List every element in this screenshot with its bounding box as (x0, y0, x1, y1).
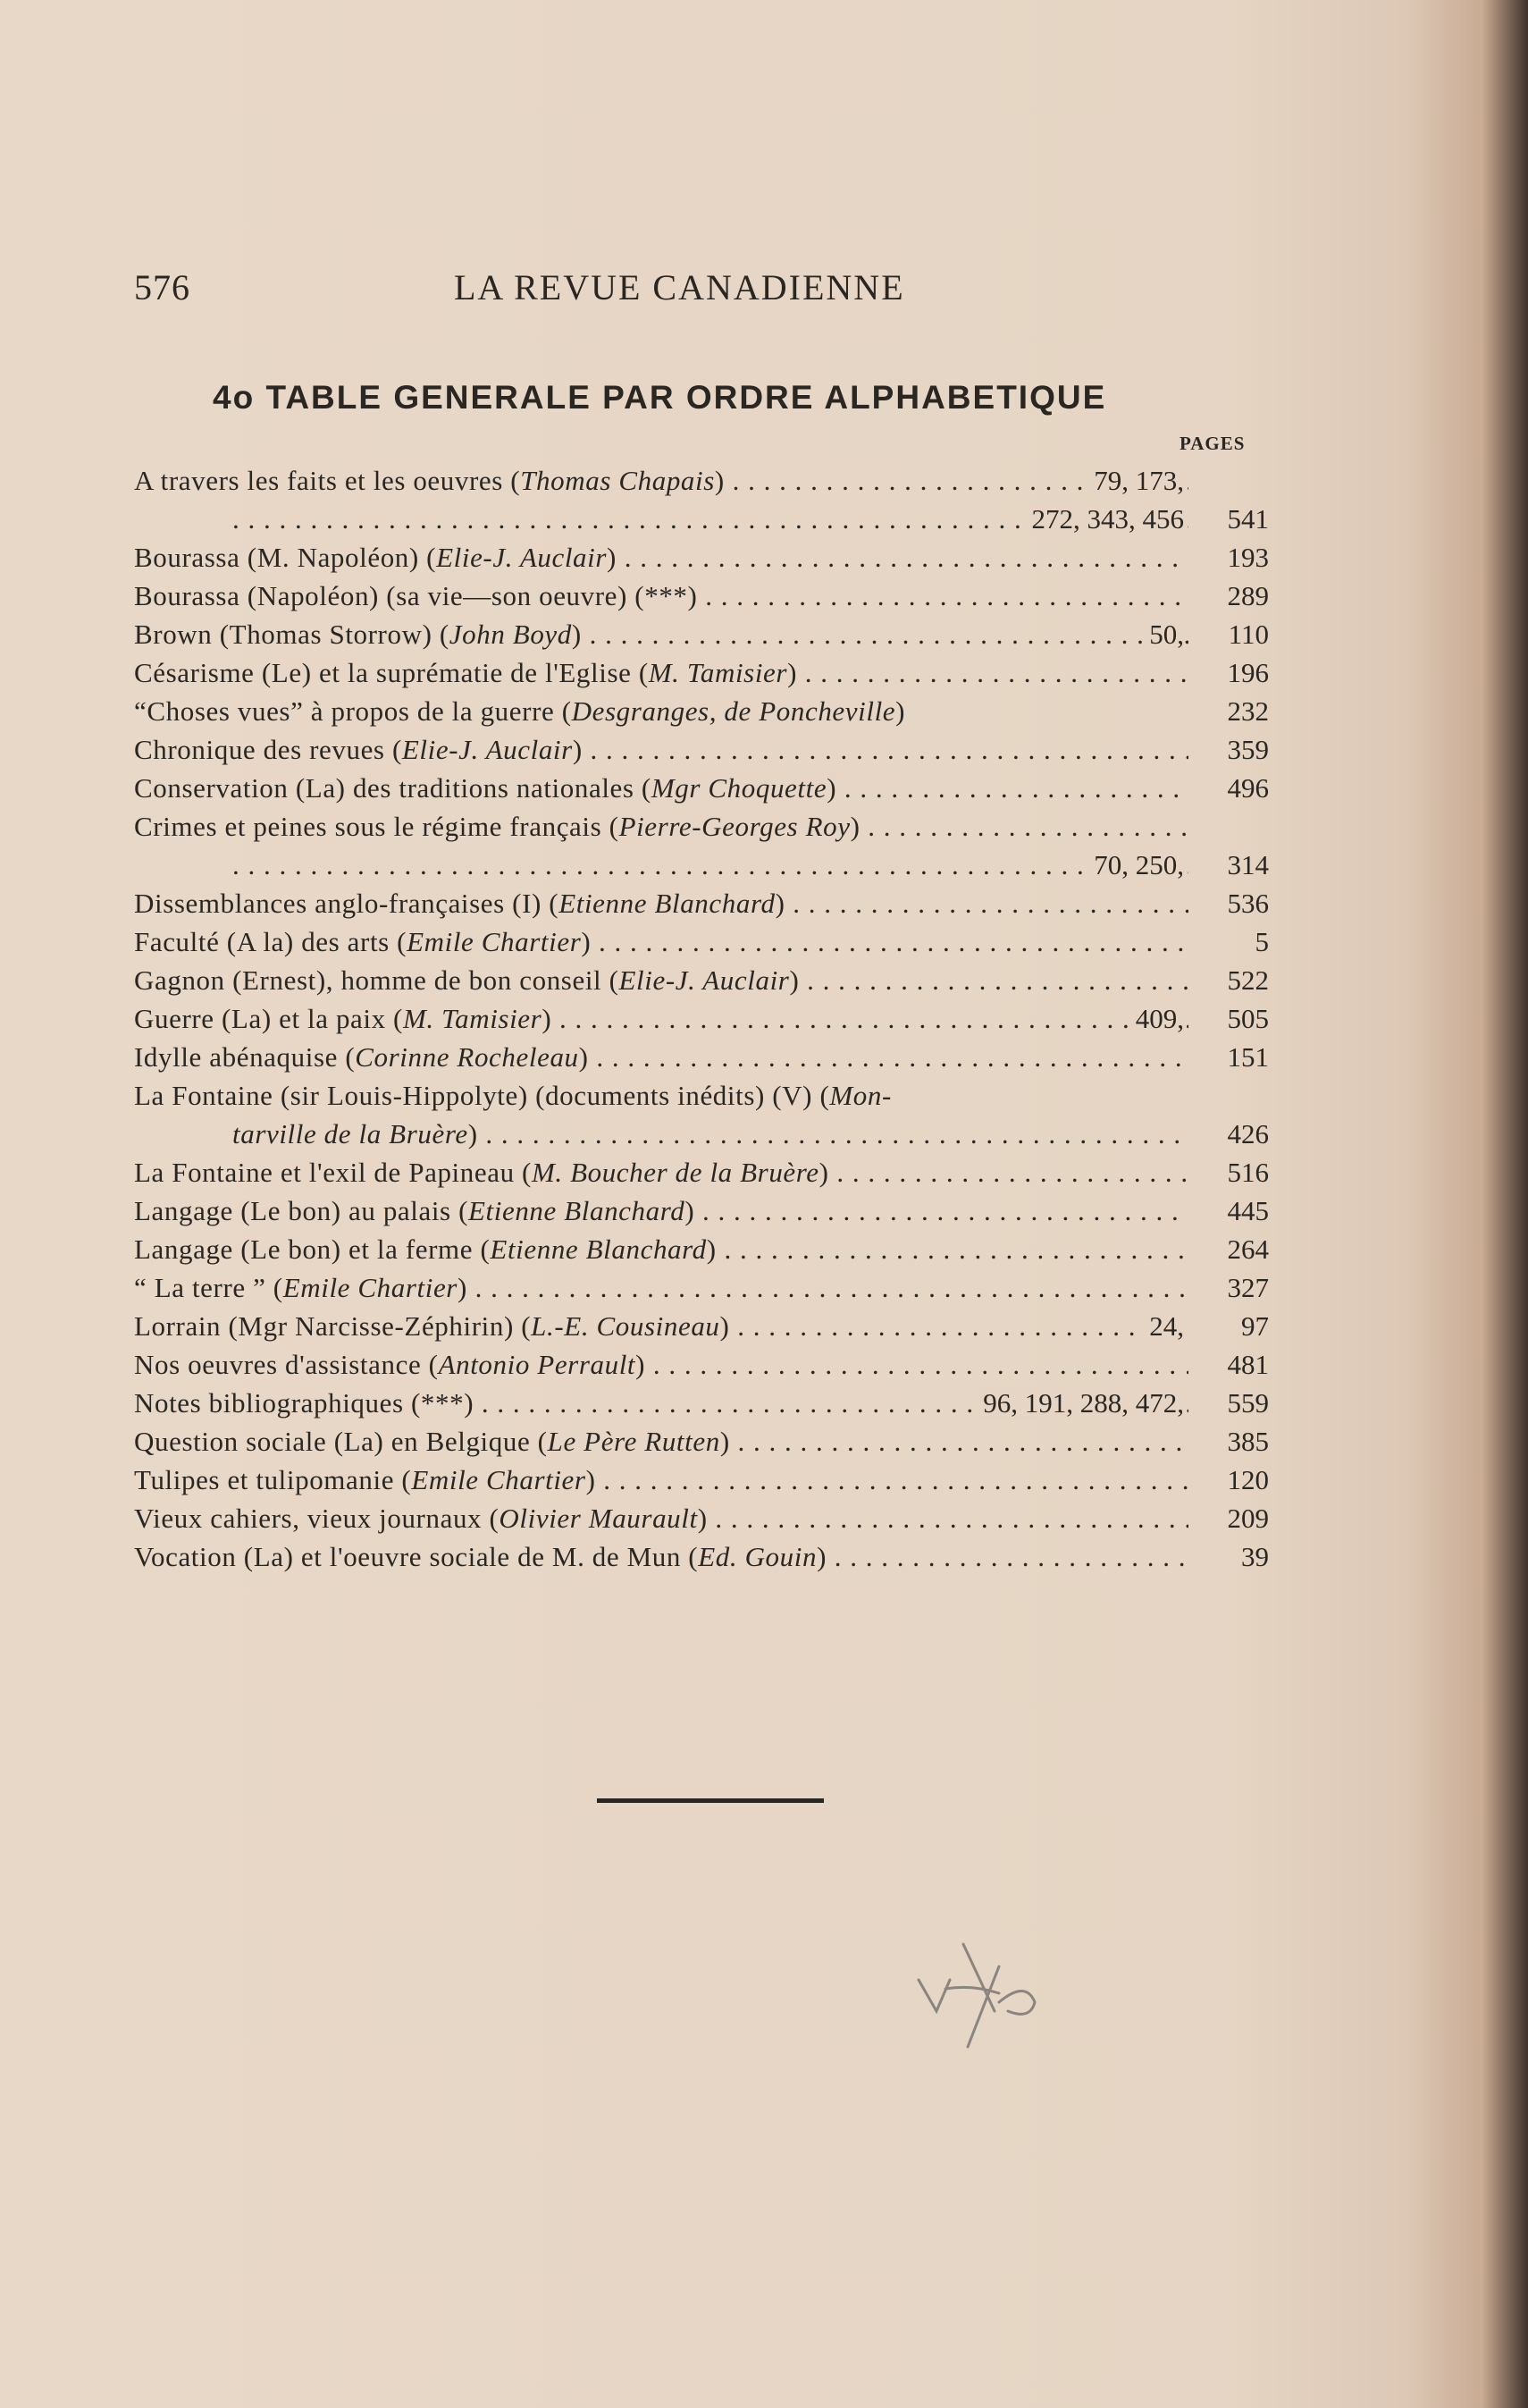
entry-subject: Chronique des revues ( (134, 734, 402, 765)
entry-author: M. Boucher de la Bruère (531, 1157, 819, 1188)
entry-author: Etienne Blanchard (490, 1233, 707, 1265)
entry-author: tarville de la Bruère (232, 1118, 468, 1149)
entry-page-number: 327 (1227, 1272, 1269, 1303)
index-entry (134, 849, 1269, 888)
entry-subject: Faculté (A la) des arts ( (134, 926, 407, 957)
entry-author: Le Père Rutten (547, 1426, 720, 1457)
entry-author: Elie-J. Auclair (618, 964, 790, 996)
entry-subject: A travers les faits et les oeuvres ( (134, 465, 521, 496)
entry-author: Mon- (829, 1080, 892, 1111)
entry-close: ) (697, 1503, 708, 1534)
entry-close: ) (819, 1157, 829, 1188)
entry-title (134, 695, 1188, 728)
entry-close: ) (581, 926, 592, 957)
entry-subject: Guerre (La) et la paix ( (134, 1003, 403, 1034)
entry-subject: “ La terre ” ( (134, 1272, 283, 1303)
entry-page-number: 151 (1227, 1041, 1269, 1073)
entry-title (134, 1080, 1188, 1112)
index-entry (134, 542, 1269, 580)
entry-author: L.-E. Cousineau (531, 1310, 720, 1342)
entry-title (134, 1310, 1188, 1343)
index-entry (134, 1349, 1269, 1387)
entry-title (134, 1003, 1188, 1035)
entry-title (134, 1195, 1188, 1227)
entry-page-number: 445 (1227, 1195, 1269, 1226)
entry-subject: Tulipes et tulipomanie ( (134, 1464, 412, 1495)
entry-subject: Nos oeuvres d'assistance ( (134, 1349, 439, 1380)
entry-page-number: 110 (1228, 619, 1269, 650)
entry-author: Emile Chartier (407, 926, 582, 957)
entry-title (134, 734, 1188, 766)
entry-close: ) (714, 465, 725, 496)
page-number: 576 (134, 267, 190, 307)
entry-extra-pages: 272, 343, 456 (1028, 503, 1185, 535)
entry-title (134, 1464, 1188, 1496)
entry-title (134, 1426, 1188, 1458)
entry-author: John Boyd (449, 619, 572, 650)
entry-subject: Lorrain (Mgr Narcisse-Zéphirin) ( (134, 1310, 532, 1342)
entry-subject: “Choses vues” à propos de la guerre ( (134, 695, 572, 727)
index-entry (134, 1464, 1269, 1503)
index-entry (134, 811, 1269, 849)
index-entry (134, 1003, 1269, 1041)
entry-title (134, 1349, 1188, 1381)
entry-close: ) (787, 657, 798, 688)
entry-subject: Langage (Le bon) au palais ( (134, 1195, 468, 1226)
pages-column-label: PAGES (1180, 433, 1246, 454)
index-entry (134, 1272, 1269, 1310)
entry-author: Desgranges, de Poncheville (571, 695, 896, 727)
entry-author: Emile Chartier (282, 1272, 458, 1303)
entry-page-number: 522 (1227, 964, 1269, 996)
entry-page-number: 97 (1241, 1310, 1269, 1342)
closing-rule (597, 1798, 824, 1803)
entry-author: Emile Chartier (411, 1464, 586, 1495)
entry-close: ) (706, 1233, 717, 1265)
entry-close: ) (789, 964, 800, 996)
entry-title (134, 811, 1188, 843)
entry-subject: La Fontaine et l'exil de Papineau ( (134, 1157, 532, 1188)
entry-extra-pages: 79, 173, (1090, 465, 1184, 497)
index-entry (134, 1426, 1269, 1464)
index-entry (134, 1195, 1269, 1233)
entry-author: M. Tamisier (648, 657, 788, 688)
entry-author: Mgr Choquette (651, 772, 827, 804)
index-entry (134, 1233, 1269, 1272)
entry-close: ) (578, 1041, 589, 1073)
entry-close: ) (457, 1272, 467, 1303)
entry-title (134, 657, 1188, 689)
index-entry (134, 1080, 1269, 1118)
entry-title (134, 465, 1188, 497)
entry-title (134, 1503, 1188, 1535)
entry-subject: Bourassa (Napoléon) (sa vie—son oeuvre) (***) (134, 580, 698, 611)
entry-extra-pages: 24, (1146, 1310, 1184, 1343)
index-entry (134, 1541, 1269, 1579)
entry-subject: Gagnon (Ernest), homme de bon conseil ( (134, 964, 619, 996)
index-entry (134, 734, 1269, 772)
entry-page-number: 39 (1241, 1541, 1269, 1572)
entry-subject: Crimes et peines sous le régime français ( (134, 811, 619, 842)
index-entry (134, 657, 1269, 695)
entry-title (134, 619, 1188, 651)
entry-close: ) (542, 1003, 552, 1034)
entry-author: Antonio Perrault (438, 1349, 636, 1380)
entry-extra-pages: 409, (1132, 1003, 1184, 1035)
index-entry (134, 1157, 1269, 1195)
entry-title (134, 964, 1188, 997)
index-entry (134, 465, 1269, 503)
index-entry (134, 1041, 1269, 1080)
entry-close: ) (775, 888, 785, 919)
entry-title (134, 772, 1188, 804)
entry-page-number: 196 (1227, 657, 1269, 688)
entry-page-number: 426 (1227, 1118, 1269, 1149)
index-entry (134, 1503, 1269, 1541)
entry-title (134, 888, 1188, 920)
index-entry (134, 619, 1269, 657)
entry-close: ) (571, 619, 582, 650)
entry-close: ) (572, 734, 583, 765)
entry-subject: Langage (Le bon) et la ferme ( (134, 1233, 491, 1265)
entry-page-number: 5 (1255, 926, 1269, 957)
entry-page-number: 536 (1227, 888, 1269, 919)
entry-title (232, 849, 1188, 881)
entry-close: ) (607, 542, 617, 573)
index-entry (134, 964, 1269, 1003)
entry-subject: Notes bibliographiques (***) (134, 1387, 474, 1419)
index-entry (134, 888, 1269, 926)
entry-page-number: 496 (1227, 772, 1269, 804)
entry-close: ) (895, 695, 906, 727)
page-header (134, 266, 965, 320)
entry-page-number: 289 (1227, 580, 1269, 611)
running-title: LA REVUE CANADIENNE (454, 267, 905, 307)
entry-title (134, 580, 1188, 612)
entry-page-number: 516 (1227, 1157, 1269, 1188)
entry-title (134, 1541, 1188, 1573)
entry-close: ) (585, 1464, 596, 1495)
entry-title (134, 1233, 1188, 1266)
index-entries (134, 465, 1269, 1579)
entry-extra-pages: 70, 250, (1090, 849, 1184, 881)
entry-title (134, 926, 1188, 958)
entry-close: ) (719, 1310, 730, 1342)
entry-page-number: 209 (1227, 1503, 1269, 1534)
entry-subject: Vocation (La) et l'oeuvre sociale de M. de Mun ( (134, 1541, 699, 1572)
entry-page-number: 120 (1227, 1464, 1269, 1495)
entry-page-number: 481 (1227, 1349, 1269, 1380)
entry-author: Pierre-Georges Roy (618, 811, 851, 842)
entry-author: M. Tamisier (402, 1003, 542, 1034)
entry-title (134, 1157, 1188, 1189)
index-entry (134, 695, 1269, 734)
pencil-annotation (910, 1940, 1062, 2056)
index-entry (134, 580, 1269, 619)
entry-author: Olivier Maurault (499, 1503, 698, 1534)
entry-author: Etienne Blanchard (558, 888, 776, 919)
section-title: 4o TABLE GENERALE PAR ORDRE ALPHABETIQUE (213, 379, 1107, 416)
entry-author: Elie-J. Auclair (401, 734, 573, 765)
entry-page-number: 264 (1227, 1233, 1269, 1265)
entry-close: ) (635, 1349, 646, 1380)
entry-title (134, 542, 1188, 574)
entry-author: Etienne Blanchard (468, 1195, 685, 1226)
entry-title (134, 1041, 1188, 1073)
entry-page-number: 314 (1227, 849, 1269, 880)
entry-author: Elie-J. Auclair (436, 542, 608, 573)
entry-subject: Vieux cahiers, vieux journaux ( (134, 1503, 500, 1534)
entry-subject: Dissemblances anglo-françaises (I) ( (134, 888, 559, 919)
entry-subject: Césarisme (Le) et la suprématie de l'Eglise ( (134, 657, 649, 688)
entry-page-number: 541 (1227, 503, 1269, 535)
entry-subject: Brown (Thomas Storrow) ( (134, 619, 449, 650)
entry-page-number: 359 (1227, 734, 1269, 765)
index-entry (134, 772, 1269, 811)
entry-page-number: 385 (1227, 1426, 1269, 1457)
entry-author: Corinne Rocheleau (355, 1041, 579, 1073)
entry-page-number: 232 (1227, 695, 1269, 727)
index-entry (134, 503, 1269, 542)
entry-author: Thomas Chapais (520, 465, 715, 496)
entry-subject: La Fontaine (sir Louis-Hippolyte) (documents inédits) (V) ( (134, 1080, 830, 1111)
entry-subject: Question sociale (La) en Belgique ( (134, 1426, 548, 1457)
entry-title (134, 1272, 1188, 1304)
entry-subject: Idylle abénaquise ( (134, 1041, 356, 1073)
entry-author: Ed. Gouin (698, 1541, 818, 1572)
entry-close: ) (684, 1195, 695, 1226)
index-entry (134, 1118, 1269, 1157)
entry-extra-pages: 50, (1146, 619, 1184, 651)
entry-close: ) (719, 1426, 730, 1457)
entry-extra-pages: 96, 191, 288, 472, (979, 1387, 1184, 1419)
entry-page-number: 559 (1227, 1387, 1269, 1419)
index-entry (134, 1310, 1269, 1349)
entry-close: ) (850, 811, 861, 842)
entry-title (232, 1118, 1188, 1150)
entry-close: ) (817, 1541, 827, 1572)
entry-page-number: 193 (1227, 542, 1269, 573)
entry-page-number: 505 (1227, 1003, 1269, 1034)
index-entry (134, 926, 1269, 964)
entry-subject: Conservation (La) des traditions nationales ( (134, 772, 651, 804)
entry-close: ) (827, 772, 837, 804)
entry-close: ) (467, 1118, 478, 1149)
entry-subject: Bourassa (M. Napoléon) ( (134, 542, 437, 573)
index-entry (134, 1387, 1269, 1426)
